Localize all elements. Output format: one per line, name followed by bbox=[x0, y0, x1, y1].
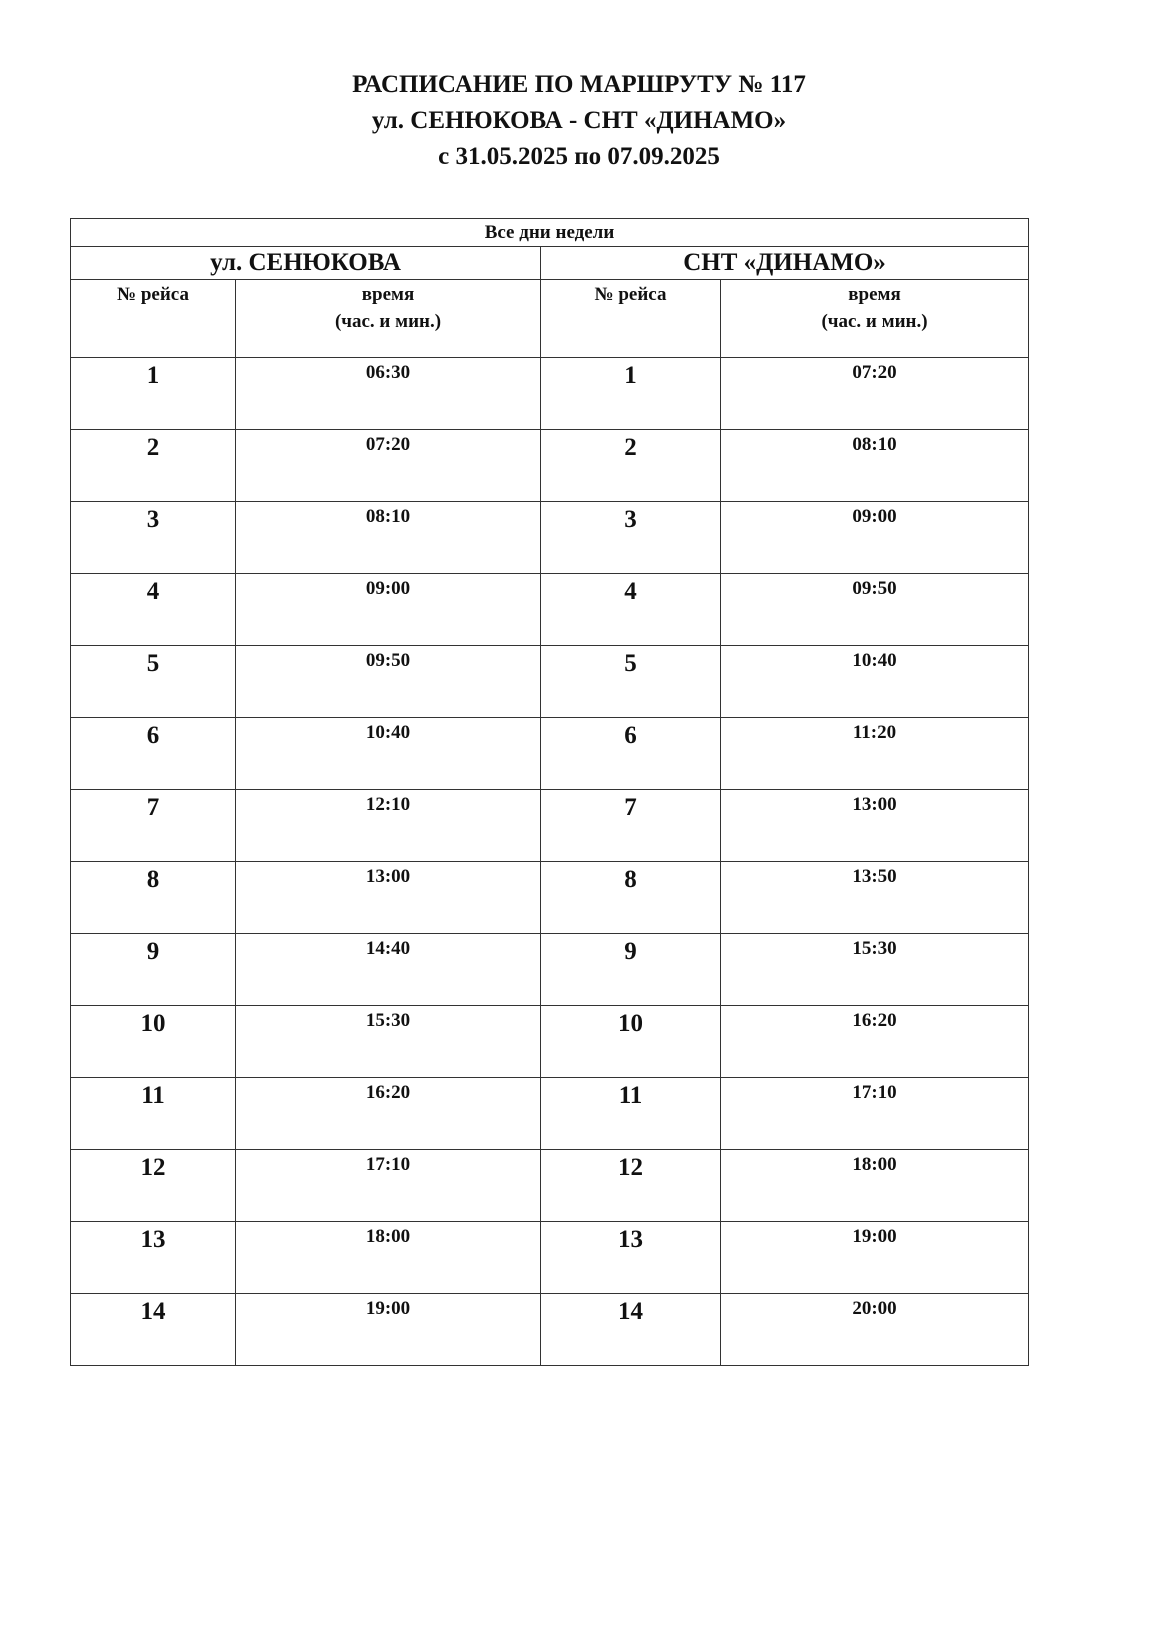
time-header-line1: время bbox=[361, 284, 415, 305]
departure-time-right: 17:10 bbox=[721, 1078, 1029, 1150]
departure-time-right: 07:20 bbox=[721, 358, 1029, 430]
table-row bbox=[71, 646, 1029, 718]
time-header-line2: (час. и мин.) bbox=[334, 311, 442, 332]
trip-number-header-right bbox=[541, 280, 721, 358]
trip-number-right: 7 bbox=[541, 790, 721, 862]
trip-number-left: 12 bbox=[71, 1150, 236, 1222]
trip-number-left: 9 bbox=[71, 934, 236, 1006]
trip-number-left: 3 bbox=[71, 502, 236, 574]
table-row bbox=[71, 718, 1029, 790]
table-row bbox=[71, 862, 1029, 934]
table-row bbox=[71, 430, 1029, 502]
trip-number-left: 7 bbox=[71, 790, 236, 862]
trip-number-left: 4 bbox=[71, 574, 236, 646]
trip-number-right: 11 bbox=[541, 1078, 721, 1150]
departure-time-left: 12:10 bbox=[236, 790, 541, 862]
trip-number-left: 10 bbox=[71, 1006, 236, 1078]
schedule-table bbox=[70, 218, 1029, 1366]
departure-time-left: 16:20 bbox=[236, 1078, 541, 1150]
departure-time-left: 13:00 bbox=[236, 862, 541, 934]
table-row bbox=[71, 934, 1029, 1006]
trip-number-right: 1 bbox=[541, 358, 721, 430]
departure-time-right: 16:20 bbox=[721, 1006, 1029, 1078]
table-row bbox=[71, 1078, 1029, 1150]
time-header-line1: время bbox=[848, 284, 901, 305]
departure-time-right: 13:00 bbox=[721, 790, 1029, 862]
trip-number-left: 13 bbox=[71, 1222, 236, 1294]
trip-number-right: 2 bbox=[541, 430, 721, 502]
departure-time-right: 11:20 bbox=[721, 718, 1029, 790]
departure-time-right: 10:40 bbox=[721, 646, 1029, 718]
table-row bbox=[71, 358, 1029, 430]
departure-time-right: 15:30 bbox=[721, 934, 1029, 1006]
departure-time-left: 17:10 bbox=[236, 1150, 541, 1222]
departure-time-left: 10:40 bbox=[236, 718, 541, 790]
departure-time-left: 08:10 bbox=[236, 502, 541, 574]
departure-time-left: 18:00 bbox=[236, 1222, 541, 1294]
trip-number-left: 8 bbox=[71, 862, 236, 934]
trip-number-right: 12 bbox=[541, 1150, 721, 1222]
trip-number-right: 3 bbox=[541, 502, 721, 574]
trip-number-right: 10 bbox=[541, 1006, 721, 1078]
trip-number-header-left bbox=[71, 280, 236, 358]
departure-time-left: 15:30 bbox=[236, 1006, 541, 1078]
departure-time-right: 09:50 bbox=[721, 574, 1029, 646]
trip-number-right: 8 bbox=[541, 862, 721, 934]
time-header-left bbox=[236, 280, 541, 358]
trip-number-left: 6 bbox=[71, 718, 236, 790]
departure-time-right: 18:00 bbox=[721, 1150, 1029, 1222]
trip-number-left: 14 bbox=[71, 1294, 236, 1366]
time-header-line2: (час. и мин.) bbox=[821, 311, 928, 332]
validity-period: с 31.05.2025 по 07.09.2025 bbox=[438, 143, 720, 170]
trip-number-header-label: № рейса bbox=[117, 284, 189, 305]
departure-time-right: 20:00 bbox=[721, 1294, 1029, 1366]
trip-number-right: 4 bbox=[541, 574, 721, 646]
table-row bbox=[71, 1150, 1029, 1222]
direction-header-left: ул. СЕНЮКОВА bbox=[71, 247, 541, 280]
departure-time-right: 13:50 bbox=[721, 862, 1029, 934]
table-row bbox=[71, 1006, 1029, 1078]
departure-time-left: 14:40 bbox=[236, 934, 541, 1006]
departure-time-left: 07:20 bbox=[236, 430, 541, 502]
trip-number-right: 14 bbox=[541, 1294, 721, 1366]
table-row bbox=[71, 1222, 1029, 1294]
schedule-title: РАСПИСАНИЕ ПО МАРШРУТУ № 117 bbox=[352, 71, 806, 98]
table-row bbox=[71, 502, 1029, 574]
departure-time-left: 09:00 bbox=[236, 574, 541, 646]
direction-header-right: СНТ «ДИНАМО» bbox=[541, 247, 1029, 280]
days-of-week-header: Все дни недели bbox=[71, 219, 1029, 247]
departure-time-left: 19:00 bbox=[236, 1294, 541, 1366]
trip-number-right: 13 bbox=[541, 1222, 721, 1294]
trip-number-left: 5 bbox=[71, 646, 236, 718]
table-row bbox=[71, 1294, 1029, 1366]
trip-number-left: 2 bbox=[71, 430, 236, 502]
departure-time-left: 06:30 bbox=[236, 358, 541, 430]
trip-number-right: 5 bbox=[541, 646, 721, 718]
table-row bbox=[71, 574, 1029, 646]
time-header-right bbox=[721, 280, 1029, 358]
departure-time-right: 19:00 bbox=[721, 1222, 1029, 1294]
departure-time-right: 08:10 bbox=[721, 430, 1029, 502]
route-name: ул. СЕНЮКОВА - СНТ «ДИНАМО» bbox=[371, 107, 787, 134]
trip-number-right: 9 bbox=[541, 934, 721, 1006]
departure-time-left: 09:50 bbox=[236, 646, 541, 718]
trip-number-left: 11 bbox=[71, 1078, 236, 1150]
table-row bbox=[71, 790, 1029, 862]
departure-time-right: 09:00 bbox=[721, 502, 1029, 574]
trip-number-left: 1 bbox=[71, 358, 236, 430]
trip-number-right: 6 bbox=[541, 718, 721, 790]
trip-number-header-label: № рейса bbox=[594, 284, 667, 305]
